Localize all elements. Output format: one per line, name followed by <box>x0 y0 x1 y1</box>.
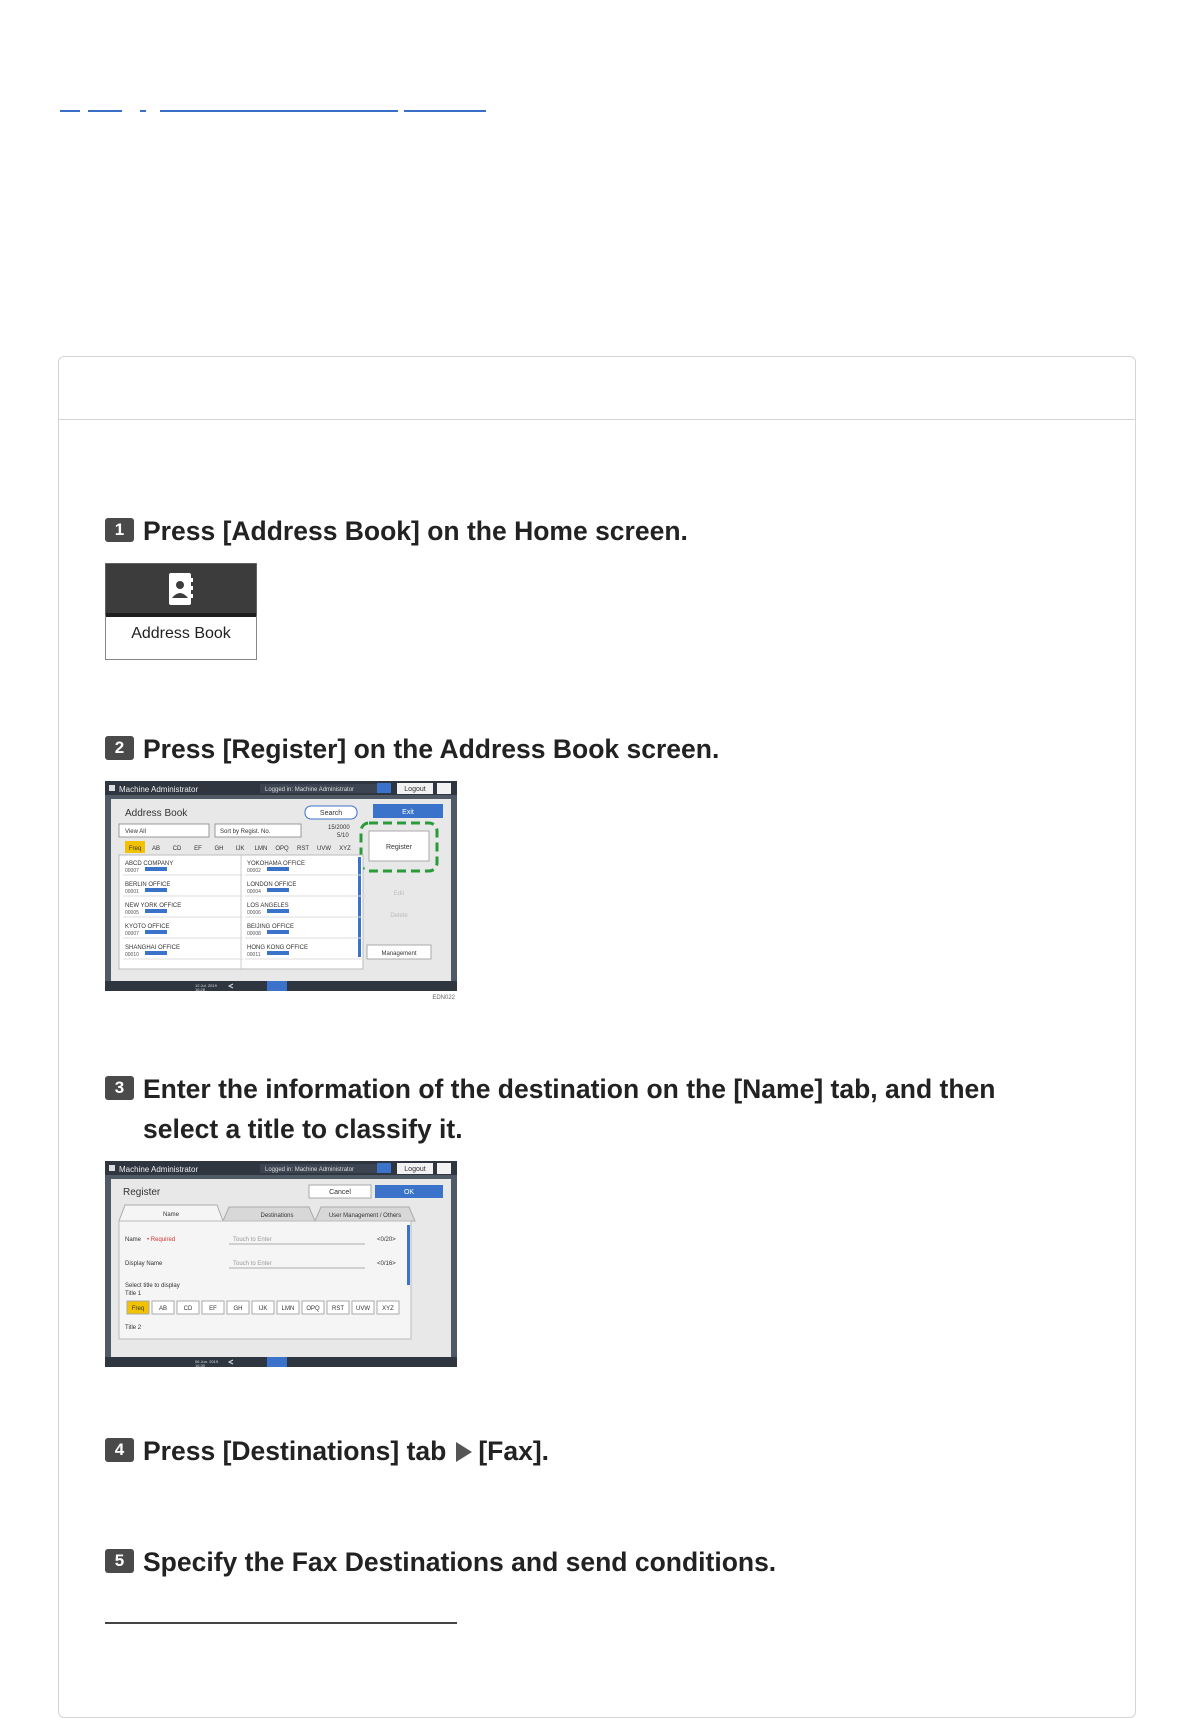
count-page: 5/10 <box>337 833 349 839</box>
entry-number: 00007 <box>125 931 139 937</box>
title-tab-label: OPQ <box>306 1306 320 1312</box>
entry-name[interactable]: LONDON OFFICE <box>247 882 297 888</box>
entry-number: 00010 <box>125 952 139 958</box>
sort-select-label: Sort by Regist. No. <box>220 829 271 835</box>
time-display: 16:28 <box>195 987 206 992</box>
entry-name[interactable]: SHANGHAI OFFICE <box>125 945 181 951</box>
logout-label: Logout <box>404 1166 426 1173</box>
entry-number: 00004 <box>247 889 261 895</box>
entry-number: 00002 <box>247 868 261 874</box>
user-icon <box>109 1165 115 1171</box>
user-name: Machine Administrator <box>119 1165 199 1174</box>
entry-type-icons <box>145 888 167 892</box>
entry-name[interactable]: ABCD COMPANY <box>125 861 174 867</box>
home-icon[interactable] <box>267 981 287 991</box>
title-tab-label: Freq <box>131 1306 145 1312</box>
entry-type-icons <box>267 867 289 871</box>
step-instruction <box>143 1431 549 1471</box>
entry-type-icons <box>145 867 167 871</box>
date-display: 12 Jul. 2019 <box>195 983 217 988</box>
entry-number: 00007 <box>125 868 139 874</box>
name-placeholder: Touch to Enter <box>233 1237 272 1243</box>
step-instruction: Enter the information of the destination on the [Name] tab, and then select a title to classify it. <box>143 1074 996 1144</box>
home-icon[interactable] <box>267 1357 287 1367</box>
step-number-badge: 3 <box>105 1076 134 1100</box>
step-3 <box>105 1069 1043 1372</box>
step-1 <box>105 511 688 665</box>
display-name-placeholder: Touch to Enter <box>233 1261 272 1267</box>
entry-number: 00006 <box>247 910 261 916</box>
time-display: 16:30 <box>195 1363 206 1367</box>
count-total: 15/2000 <box>328 825 350 831</box>
user-name: Machine Administrator <box>119 785 199 794</box>
entry-type-icons <box>145 930 167 934</box>
address-book-button-screenshot <box>105 563 257 660</box>
settings-icon[interactable] <box>437 783 451 794</box>
entry-name[interactable]: YOKOHAMA OFFICE <box>247 861 306 867</box>
panel-header <box>59 357 1135 420</box>
search-label: Search <box>319 810 343 817</box>
step-number-badge: 4 <box>105 1438 134 1462</box>
entry-type-icons <box>267 909 289 913</box>
title2-label: Title 2 <box>125 1325 142 1331</box>
title-tab-label: RST <box>332 1306 344 1312</box>
title-tab-label: LMN <box>281 1306 295 1312</box>
step-5 <box>105 1542 776 1637</box>
entry-number: 00005 <box>125 910 139 916</box>
index-tab-label: OPQ <box>275 846 289 852</box>
index-tab-label: EF <box>194 846 202 852</box>
delete-label: Delete <box>390 913 408 919</box>
index-tabs <box>125 841 355 853</box>
step-4 <box>105 1431 549 1471</box>
display-name-count: <0/16> <box>377 1261 396 1267</box>
entry-name[interactable]: LOS ANGELES <box>247 903 289 909</box>
breadcrumb-link-2[interactable] <box>88 110 122 112</box>
index-tab-label: AB <box>151 846 161 852</box>
screen-title: Address Book <box>125 808 188 819</box>
address-book-label: Address Book <box>131 625 231 642</box>
entry-name[interactable]: NEW YORK OFFICE <box>125 903 182 909</box>
step-instruction: Specify the Fax Destinations and send conditions. <box>143 1547 777 1577</box>
index-tab-label: Freq <box>128 846 142 852</box>
entry-number: 00001 <box>125 889 139 895</box>
index-tab-label: RST <box>297 846 309 852</box>
title-tab-label: IJK <box>258 1306 268 1312</box>
breadcrumb-link-4[interactable] <box>160 110 398 112</box>
step-instruction: Press [Register] on the Address Book screen. <box>143 734 720 764</box>
help-icon[interactable] <box>377 783 391 793</box>
tab-destinations-label: Destinations <box>260 1213 294 1219</box>
title-tab-label: UVW <box>356 1306 370 1312</box>
title-tab-label: XYZ <box>382 1306 394 1312</box>
select-title-label: Select title to display <box>125 1283 180 1289</box>
title-tab-label: GH <box>233 1306 243 1312</box>
list-scrollbar[interactable] <box>358 857 361 957</box>
index-tab-label: IJK <box>235 846 245 852</box>
entry-type-icons <box>267 930 289 934</box>
management-label: Management <box>381 951 417 957</box>
breadcrumb-link-5[interactable] <box>404 110 486 112</box>
step-instruction-part2: [Fax]. <box>478 1436 550 1466</box>
breadcrumb-link-1[interactable] <box>60 110 80 112</box>
step-instruction: Press [Address Book] on the Home screen. <box>143 516 688 546</box>
name-label: Name <box>125 1237 142 1243</box>
entry-type-icons <box>145 951 167 955</box>
exit-label: Exit <box>402 809 414 816</box>
title-tabs <box>127 1301 399 1314</box>
edit-label: Edit <box>393 891 405 897</box>
step-instruction-part1: Press [Destinations] tab <box>143 1436 447 1466</box>
tab-user-management-label: User Management / Others <box>328 1213 402 1219</box>
title-tab-label: AB <box>158 1306 168 1312</box>
step-2 <box>105 729 719 1008</box>
logout-label: Logout <box>404 786 426 793</box>
index-tab-label: GH <box>214 846 224 852</box>
name-count: <0/20> <box>377 1237 396 1243</box>
tab-name-label: Name <box>162 1212 180 1218</box>
register-screen-screenshot <box>105 1161 457 1367</box>
logged-in-status: Logged in: Machine Administrator <box>265 1167 355 1173</box>
title1-label: Title 1 <box>125 1291 142 1297</box>
cancel-label: Cancel <box>329 1189 351 1196</box>
address-book-screen-screenshot <box>105 781 457 1003</box>
title-tab-label: EF <box>209 1306 217 1312</box>
date-display: 06 Jun. 2019 <box>195 1359 219 1364</box>
index-tab-label: XYZ <box>339 846 351 852</box>
step-number-badge: 2 <box>105 736 134 760</box>
entry-number: 00008 <box>247 931 261 937</box>
register-label: Register <box>385 844 413 851</box>
entry-number: 00011 <box>247 952 261 958</box>
required-mark: • Required <box>147 1237 176 1243</box>
entry-name[interactable]: BERLIN OFFICE <box>125 882 171 888</box>
address-book-icon <box>169 573 193 605</box>
arrow-right-icon <box>456 1442 472 1462</box>
user-icon <box>109 785 115 791</box>
figure-code: EDN022 <box>432 995 455 1001</box>
breadcrumb-link-3[interactable] <box>140 110 146 112</box>
entry-type-icons <box>145 909 167 913</box>
view-select-label: View All <box>125 829 146 835</box>
entry-name[interactable]: KYOTO OFFICE <box>125 924 170 930</box>
settings-icon[interactable] <box>437 1163 451 1174</box>
index-tab-label: CD <box>172 846 182 852</box>
display-name-label: Display Name <box>125 1261 163 1267</box>
help-icon[interactable] <box>377 1163 391 1173</box>
index-tab-label: LMN <box>254 846 268 852</box>
entry-type-icons <box>267 951 289 955</box>
title-tab-label: CD <box>183 1306 193 1312</box>
step-number-badge: 1 <box>105 518 134 542</box>
entry-name[interactable]: BEIJING OFFICE <box>247 924 295 930</box>
index-tab-label: UVW <box>317 846 331 852</box>
screen-title: Register <box>123 1187 161 1198</box>
procedure-panel <box>58 356 1136 1718</box>
form-scrollbar[interactable] <box>407 1225 410 1285</box>
entry-type-icons <box>267 888 289 892</box>
fax-destination-screenshot <box>105 1622 457 1632</box>
ok-label: OK <box>403 1189 415 1196</box>
logged-in-status: Logged in: Machine Administrator <box>265 787 355 793</box>
entry-name[interactable]: HONG KONG OFFICE <box>247 945 309 951</box>
step-number-badge: 5 <box>105 1549 134 1573</box>
